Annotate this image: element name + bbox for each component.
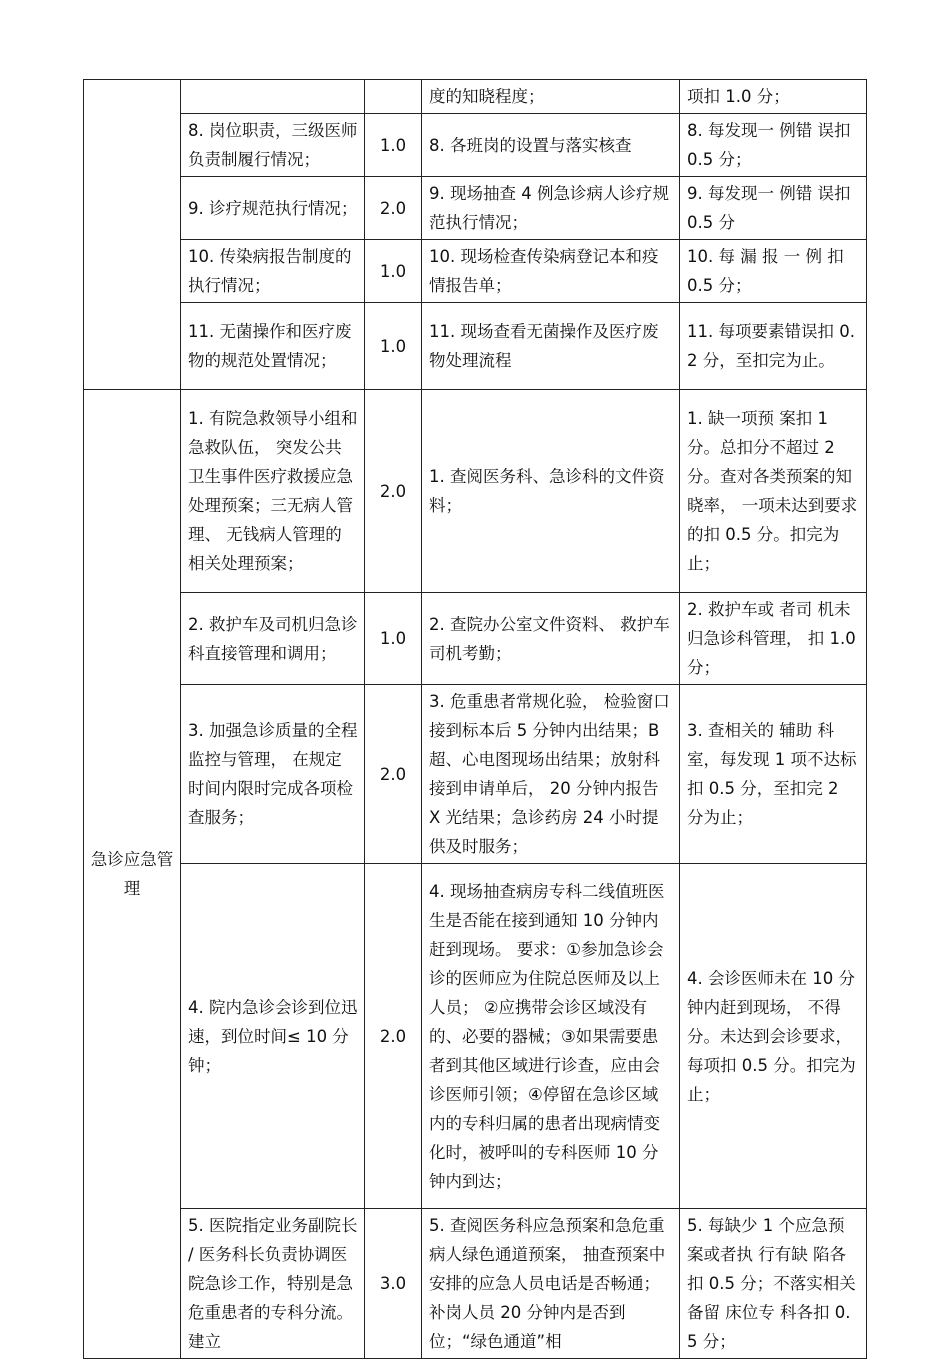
method-text: 9. 现场抽查 4 例急诊病人诊疗规范执行情况； (429, 184, 669, 232)
deduction-text: 9. 每发现一 例错 误扣 0.5 分 (687, 184, 851, 232)
score-text: 2.0 (379, 1026, 407, 1046)
method-cell (422, 685, 680, 864)
item-text: 2. 救护车及司机归急诊科直接管理和调用； (188, 614, 358, 663)
category-cell-1 (84, 80, 181, 390)
table-row (84, 240, 867, 303)
item-cell (181, 114, 365, 177)
item-text: 4. 院内急诊会诊到位迅速，到位时间≤ 10 分钟； (188, 997, 358, 1075)
score-text: 1.0 (379, 135, 407, 155)
score-text: 3.0 (379, 1274, 407, 1293)
score-cell (365, 114, 422, 177)
deduction-text: 4. 会诊医师未在 10 分钟内赶到现场， 不得分。未达到会诊要求，每项扣 0.5 分。扣完为止； (687, 968, 856, 1104)
evaluation-table (83, 79, 867, 1359)
method-text: 4. 现场抽查病房专科二线值班医生是否能在接到通知 10 分钟内赶到现场。 要求：①参加急诊会诊的医师应为住院总医师及以上人员； ②应携带会诊区域没有的、必要的器械；③如果需要患者到其他区域进行诊查，应由会诊医师引领；④停留在急诊区域内的专科归属的患者出现病情变化时，被呼叫的专科医师 10 分钟内到达； (429, 881, 665, 1191)
score-cell (365, 1209, 422, 1359)
method-text: 3. 危重患者常规化验， 检验窗口接到标本后 5 分钟内出结果；B 超、心电图现场出结果；放射科接到申请单后， 20 分钟内报告 X 光结果；急诊药房 24 小时提供及时服务； (429, 692, 670, 856)
score-text: 2.0 (379, 481, 407, 501)
score-text: 1.0 (379, 261, 407, 281)
item-text: 9. 诊疗规范执行情况； (188, 198, 358, 218)
method-cell (422, 303, 680, 390)
item-text: 11. 无菌操作和医疗废物的规范处置情况； (188, 322, 352, 370)
deduction-text: 5. 每缺少 1 个应急预案或者执 行有缺 陷各扣 0.5 分；不落实相关备留 床位专 科各扣 0.5 分； (687, 1216, 856, 1351)
category-label: 急诊应急管理 (90, 850, 174, 898)
deduction-text: 1. 缺一项预 案扣 1 分。总扣分不超过 2 分。查对各类预案的知晓率， 一项未达到要求的扣 0.5 分。扣完为止； (687, 409, 858, 573)
item-cell (181, 240, 365, 303)
method-text: 1. 查阅医务科、急诊科的文件资料； (429, 467, 665, 515)
score-cell (365, 240, 422, 303)
method-cell (422, 864, 680, 1209)
score-text: 1.0 (379, 629, 407, 648)
score-cell (365, 390, 422, 593)
score-text: 2.0 (379, 764, 407, 784)
deduction-text: 11. 每项要素错误扣 0.2 分，至扣完为止。 (687, 322, 855, 370)
table-row (84, 864, 867, 1209)
method-cell (422, 80, 680, 114)
deduction-cell (680, 240, 867, 303)
method-text: 11. 现场查看无菌操作及医疗废物处理流程 (429, 322, 659, 370)
item-cell (181, 177, 365, 240)
item-text: 8. 岗位职责，三级医师负责制履行情况； (188, 121, 358, 169)
score-cell (365, 593, 422, 685)
score-cell (365, 864, 422, 1209)
method-cell (422, 390, 680, 593)
table-row (84, 685, 867, 864)
item-cell (181, 864, 365, 1209)
deduction-text: 3. 查相关的 辅助 科室，每发现 1 项不达标扣 0.5 分，至扣完 2 分为止； (687, 721, 857, 827)
deduction-text: 10. 每 漏 报 一 例 扣 0.5 分； (687, 247, 844, 295)
table-row (84, 114, 867, 177)
table-row (84, 593, 867, 685)
deduction-cell (680, 177, 867, 240)
method-text: 度的知晓程度； (429, 87, 545, 106)
item-cell (181, 1209, 365, 1359)
deduction-cell (680, 685, 867, 864)
item-cell (181, 303, 365, 390)
method-text: 8. 各班岗的设置与落实核查 (429, 135, 632, 155)
score-cell (365, 80, 422, 114)
table-row (84, 303, 867, 390)
deduction-cell (680, 303, 867, 390)
item-cell (181, 80, 365, 114)
table-row (84, 80, 867, 114)
item-cell (181, 593, 365, 685)
method-cell (422, 177, 680, 240)
deduction-text: 8. 每发现一 例错 误扣 0.5 分； (687, 121, 851, 169)
table-row (84, 177, 867, 240)
score-cell (365, 303, 422, 390)
item-text: 1. 有院急救领导小组和急救队伍， 突发公共卫生事件医疗救援应急处理预案；三无病人管理、 无钱病人管理的相关处理预案； (188, 409, 358, 573)
method-text: 5. 查阅医务科应急预案和急危重病人绿色通道预案， 抽查预案中安排的应急人员电话是否畅通；补岗人员 20 分钟内是否到位；“绿色通道”相 (429, 1216, 666, 1351)
method-text: 10. 现场检查传染病登记本和疫情报告单； (429, 247, 659, 295)
deduction-cell (680, 80, 867, 114)
deduction-cell (680, 864, 867, 1209)
deduction-text: 2. 救护车或 者司 机未归急诊科管理， 扣 1.0 分； (687, 600, 856, 677)
method-text: 2. 查院办公室文件资料、 救护车司机考勤； (429, 614, 670, 663)
item-cell (181, 390, 365, 593)
deduction-cell (680, 1209, 867, 1359)
deduction-cell (680, 390, 867, 593)
method-cell (422, 1209, 680, 1359)
method-cell (422, 593, 680, 685)
table-row (84, 1209, 867, 1359)
score-text: 1.0 (379, 336, 407, 356)
item-text: 10. 传染病报告制度的执行情况； (188, 247, 352, 295)
score-cell (365, 177, 422, 240)
item-cell (181, 685, 365, 864)
method-cell (422, 240, 680, 303)
item-text: 5. 医院指定业务副院长 / 医务科长负责协调医院急诊工作，特别是急危重患者的专科分流。建立 (188, 1216, 358, 1351)
category-cell-2 (84, 390, 181, 1359)
deduction-cell (680, 114, 867, 177)
item-text: 3. 加强急诊质量的全程监控与管理， 在规定时间内限时完成各项检查服务； (188, 721, 358, 827)
score-cell (365, 685, 422, 864)
deduction-text: 项扣 1.0 分； (687, 87, 790, 106)
method-cell (422, 114, 680, 177)
table-row (84, 390, 867, 593)
score-text: 2.0 (379, 198, 407, 218)
deduction-cell (680, 593, 867, 685)
